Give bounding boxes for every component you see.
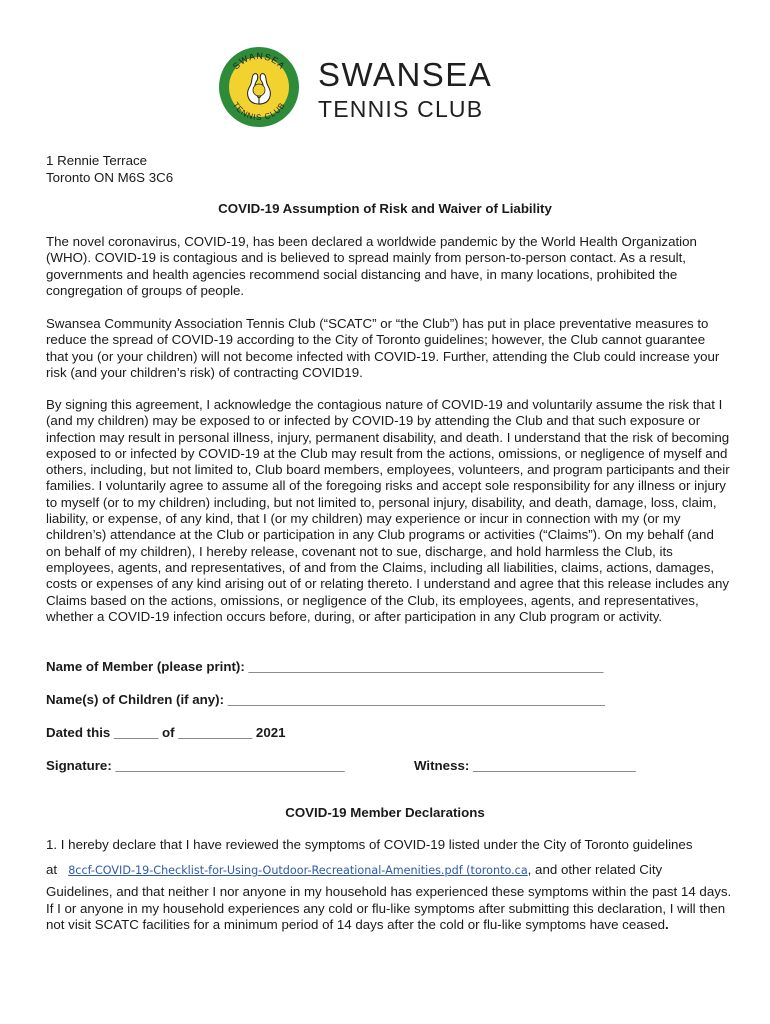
- svg-text:SWANSEA: SWANSEA: [230, 50, 288, 72]
- svg-text:TENNIS CLUB: TENNIS CLUB: [230, 100, 288, 123]
- declaration-item-1-body: [46, 862, 736, 933]
- brand-wordmark: [318, 58, 492, 122]
- brand-line-2: TENNIS CLUB: [318, 96, 484, 122]
- date-field[interactable]: Dated this ______ of __________ 2021: [46, 725, 286, 740]
- paragraph-club-measures: Swansea Community Association Tennis Club (“SCATC” or “the Club”) has put in place preventative measures to reduce the spread of COVID-19 according to the City of Toronto guidelines; however, the Club cannot guarantee that you (or your children) will not become infected with COVID-19. Further, attending the Club could increase your risk (and your children’s risk) of contracting COVID19.: [46, 316, 720, 380]
- paragraph-pandemic: The novel coronavirus, COVID-19, has been declared a worldwide pandemic by the World Health Organization (WHO). COVID-19 is contagious and is believed to spread mainly from person-to-person contact. As a result, governments and health agencies recommend social distancing and have, in many locations, prohibited the congregation of groups of people.: [46, 234, 697, 298]
- declaration-rest: [46, 884, 736, 933]
- club-logo: [218, 46, 300, 128]
- declaration-end: .: [665, 916, 669, 932]
- swan-logo-icon: [218, 46, 300, 128]
- brand-line-1: SWANSEA: [318, 56, 493, 93]
- signature-field[interactable]: Signature: _______________________________: [46, 758, 345, 773]
- checklist-link[interactable]: 8ccf-COVID-19-Checklist-for-Using-Outdoor-Recreational-Amenities.pdf (toronto.ca: [68, 864, 528, 877]
- address-line-1: 1 Rennie Terrace: [46, 153, 148, 168]
- address-line-2: Toronto ON M6S 3C6: [46, 170, 174, 185]
- declaration-item-1-intro: 1. I hereby declare that I have reviewed the symptoms of COVID-19 listed under the City of Toronto guidelines: [46, 837, 693, 852]
- declaration-after-link: , and other related City: [527, 862, 663, 877]
- paragraph-agreement: By signing this agreement, I acknowledge the contagious nature of COVID-19 and voluntarily assume the risk that I (and my children) may be exposed to or infected by COVID-19 by attending the Club and that such exposure or infection may result in personal illness, injury, permanent disability, and death. I understand that the risk of becoming exposed to or infected by COVID-19 at the Club may result from the actions, omissions, or negligence of myself and others, including, but not limited to, Club board members, employees, volunteers, and program participants and their families. I voluntarily agree to assume all of the foregoing risks and accept sole responsibility for any illness or injury to myself (or to my children) including, but not limited to, personal injury, disability, and death, damage, loss, claim, liability, or expense, of any kind, that I (or my children) may experience or incur in connection with my (or my children’s) attendance at the Club or participation in any Club programs or activities (“Claims”). On my behalf (and on behalf of my children), I hereby release, covenant not to sue, discharge, and hold harmless the Club, its employees, agents, and representatives, of and from the Claims, including all liabilities, claims, actions, damages, costs or expenses of any kind arising out of or relating thereto. I understand and agree that this release includes any Claims based on the actions, omissions, or negligence of the Club, its employees, agents, and representatives, whether a COVID-19 infection occurs before, during, or after participation in any Club program or activity.: [46, 397, 730, 624]
- document-title: COVID-19 Assumption of Risk and Waiver of Liability: [218, 201, 552, 216]
- children-names-field[interactable]: Name(s) of Children (if any): ___________________________________________________: [46, 692, 605, 707]
- declaration-rest-text: Guidelines, and that neither I nor anyone in my household has experienced these symptoms within the past 14 days. If I or anyone in my household experiences any cold or flu-like symptoms after submitting this declaration, I will then not visit SCATC facilities for a minimum period of 14 days after the cold or flu-like symptoms have ceased: [46, 884, 732, 932]
- club-address: [46, 152, 173, 186]
- declaration-at-text: at: [46, 862, 58, 877]
- member-name-field[interactable]: Name of Member (please print): ________________________________________________: [46, 659, 604, 674]
- declarations-title: COVID-19 Member Declarations: [285, 805, 485, 820]
- witness-field[interactable]: Witness: ______________________: [414, 758, 636, 773]
